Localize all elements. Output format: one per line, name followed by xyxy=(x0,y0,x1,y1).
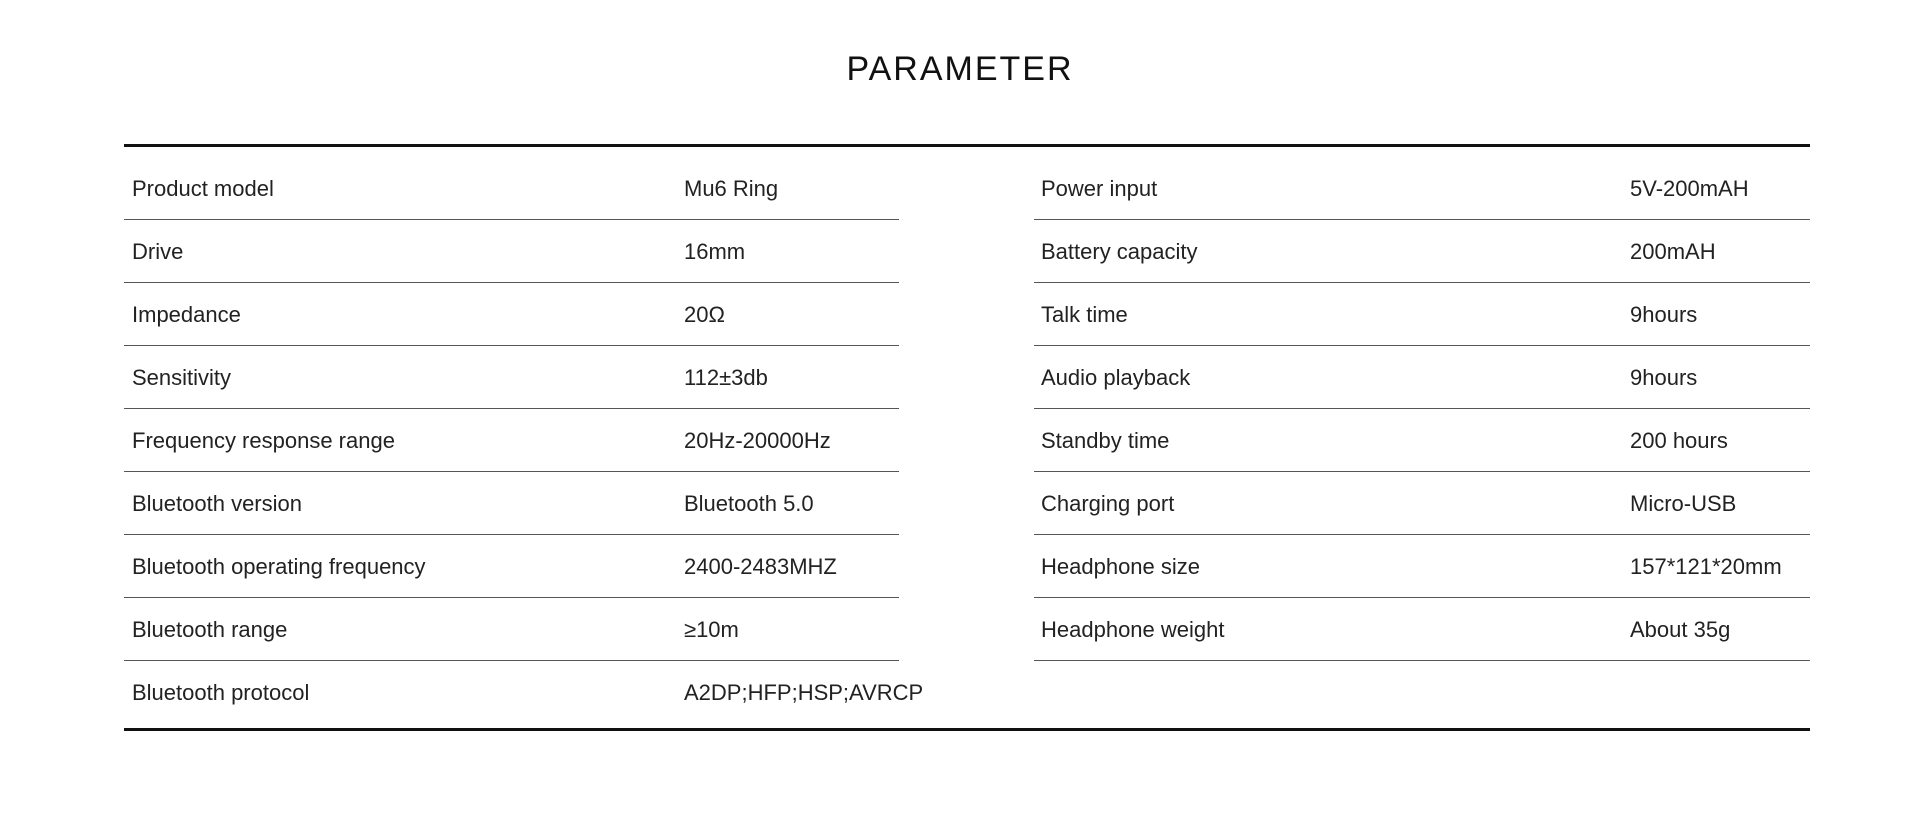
spec-value: Mu6 Ring xyxy=(684,176,779,201)
spec-value: 16mm xyxy=(684,239,746,264)
spec-value: About 35g xyxy=(1630,617,1731,642)
spec-row-power-input xyxy=(1034,157,1810,220)
spec-label: Drive xyxy=(132,239,184,264)
spec-label: Product model xyxy=(132,176,274,201)
spec-label: Frequency response range xyxy=(132,428,395,453)
spec-label: Charging port xyxy=(1041,491,1175,516)
spec-label: Power input xyxy=(1041,176,1158,201)
spec-value: 5V-200mAH xyxy=(1630,176,1749,201)
spec-label: Sensitivity xyxy=(132,365,232,390)
spec-value: 9hours xyxy=(1630,365,1698,390)
spec-table-right xyxy=(1034,157,1810,661)
spec-row-bluetooth-version xyxy=(124,472,899,535)
spec-row-drive xyxy=(124,220,899,283)
spec-label: Standby time xyxy=(1041,428,1170,453)
spec-value: 200 hours xyxy=(1630,428,1728,453)
spec-value: 9hours xyxy=(1630,302,1698,327)
table-bottom-rule xyxy=(124,728,1810,731)
spec-row-bluetooth-protocol xyxy=(124,661,924,723)
spec-row-headphone-size xyxy=(1034,535,1810,598)
spec-value: ≥10m xyxy=(684,617,739,642)
page-title: PARAMETER xyxy=(846,50,1074,88)
spec-value: 112±3db xyxy=(684,365,768,390)
spec-label: Bluetooth protocol xyxy=(132,680,310,705)
spec-row-bluetooth-frequency xyxy=(124,535,899,598)
table-top-rule xyxy=(124,144,1810,147)
spec-label: Headphone size xyxy=(1041,554,1201,579)
spec-value: Micro-USB xyxy=(1630,491,1737,516)
spec-row-sensitivity xyxy=(124,346,899,409)
spec-label: Audio playback xyxy=(1041,365,1191,390)
spec-label: Headphone weight xyxy=(1041,617,1225,642)
spec-row-battery-capacity xyxy=(1034,220,1810,283)
spec-label: Bluetooth operating frequency xyxy=(132,554,426,579)
spec-label: Talk time xyxy=(1041,302,1128,327)
spec-row-audio-playback xyxy=(1034,346,1810,409)
spec-row-product-model xyxy=(124,157,899,220)
spec-row-frequency-response xyxy=(124,409,899,472)
spec-label: Battery capacity xyxy=(1041,239,1198,264)
spec-row-talk-time xyxy=(1034,283,1810,346)
spec-value: A2DP;HFP;HSP;AVRCP xyxy=(684,680,924,705)
spec-value: 157*121*20mm xyxy=(1630,554,1782,579)
spec-value: 20Ω xyxy=(684,302,725,327)
spec-value: 200mAH xyxy=(1630,239,1716,264)
spec-row-charging-port xyxy=(1034,472,1810,535)
spec-row-bluetooth-range xyxy=(124,598,899,661)
spec-row-headphone-weight xyxy=(1034,598,1810,661)
spec-row-impedance xyxy=(124,283,899,346)
spec-label: Impedance xyxy=(132,302,241,327)
spec-table-left xyxy=(124,157,924,723)
spec-value: 2400-2483MHZ xyxy=(684,554,837,579)
spec-label: Bluetooth range xyxy=(132,617,288,642)
spec-row-standby-time xyxy=(1034,409,1810,472)
spec-value: Bluetooth 5.0 xyxy=(684,491,814,516)
spec-value: 20Hz-20000Hz xyxy=(684,428,831,453)
spec-label: Bluetooth version xyxy=(132,491,302,516)
